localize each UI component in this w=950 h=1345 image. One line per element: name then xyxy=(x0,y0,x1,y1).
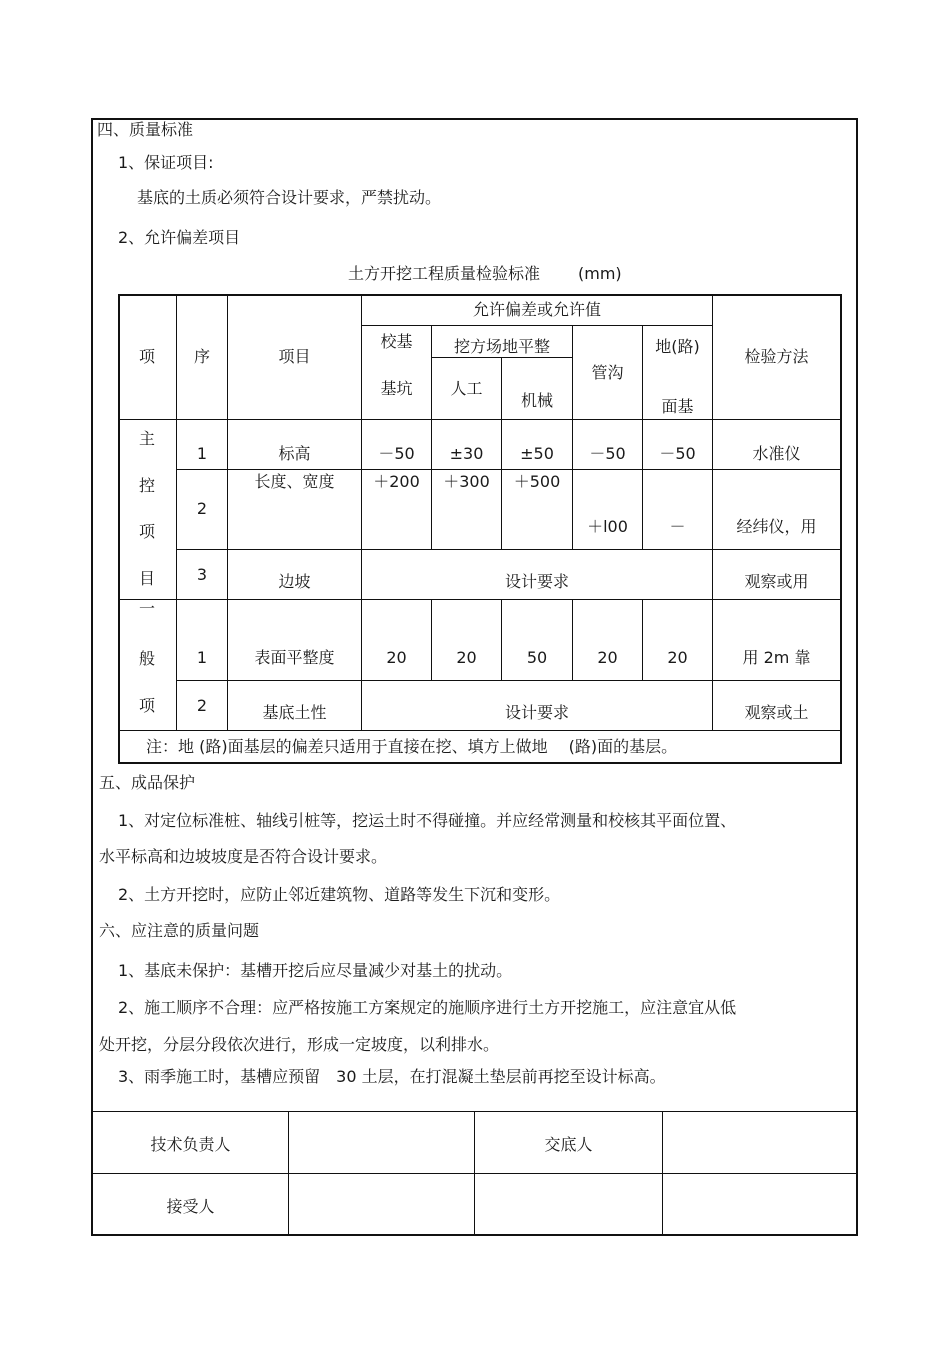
row-method: 观察或用 xyxy=(744,572,809,591)
row-value: ±50 xyxy=(520,444,554,463)
row-no: 2 xyxy=(196,499,208,518)
row-item: 长度、宽度 xyxy=(254,472,335,491)
grid-line xyxy=(642,325,643,549)
header-jikeng: 基坑 xyxy=(380,379,413,398)
header-jixie: 机械 xyxy=(520,391,553,410)
group1-char: 目 xyxy=(138,569,155,588)
row-value: ＋500 xyxy=(513,472,561,491)
grid-line xyxy=(177,549,840,550)
row-item: 表面平整度 xyxy=(254,648,335,667)
grid-line xyxy=(431,325,432,549)
section5-para: 2、土方开挖时，应防止邻近建筑物、道路等发生下沉和变形。 xyxy=(118,885,561,904)
header-rengong: 人工 xyxy=(450,379,483,398)
section5-heading: 五、成品保护 xyxy=(99,773,196,792)
row-item: 边坡 xyxy=(278,572,311,591)
header-item: 项目 xyxy=(278,347,311,366)
table-border-right xyxy=(840,294,842,764)
grid-line xyxy=(572,325,573,549)
section4-item1-text: 基底的土质必须符合设计要求，严禁扰动。 xyxy=(137,188,442,207)
row-method: 观察或土 xyxy=(744,703,809,722)
row-value: 20 xyxy=(667,648,688,667)
group1-char: 控 xyxy=(138,476,155,495)
grid-line xyxy=(118,730,842,731)
row-merged-value: 设计要求 xyxy=(504,703,569,722)
row-value: ＋l00 xyxy=(587,517,628,536)
receiver-signature-field[interactable] xyxy=(289,1174,474,1235)
row-value: －50 xyxy=(378,444,415,463)
header-mianji: 面基 xyxy=(661,397,694,416)
header-xu: 序 xyxy=(193,347,210,366)
grid-line xyxy=(177,680,840,681)
row-method: 用 2m 靠 xyxy=(742,648,811,667)
row-value: 20 xyxy=(597,648,618,667)
row-value: ＋300 xyxy=(443,472,490,491)
section6-para: 3、雨季施工时，基槽应预留 30 土层，在打混凝土垫层前再挖至设计标高。 xyxy=(118,1067,666,1086)
row-value: 20 xyxy=(456,648,477,667)
section4-item1: 1、保证项目: xyxy=(118,153,214,172)
row-item: 基底土性 xyxy=(262,703,327,722)
row-no: 2 xyxy=(196,696,208,715)
row-value: ±30 xyxy=(449,444,484,463)
row-no: 3 xyxy=(196,565,208,584)
tech-lead-label: 技术负责人 xyxy=(150,1135,231,1154)
receiver-extra-field[interactable] xyxy=(663,1174,856,1235)
table-unit: (mm) xyxy=(578,264,622,283)
grid-line xyxy=(642,599,643,680)
section6-para: 1、基底未保护：基槽开挖后应尽量减少对基土的扰动。 xyxy=(118,961,513,980)
section6-para: 2、施工顺序不合理：应严格按施工方案规定的施顺序进行土方开挖施工，应注意宜从低 xyxy=(118,998,737,1017)
header-method: 检验方法 xyxy=(744,347,809,366)
discloser-signature-field[interactable] xyxy=(663,1112,856,1173)
row-no: 1 xyxy=(196,444,208,463)
section6-heading: 六、应注意的质量问题 xyxy=(99,921,260,940)
receiver-label: 接受人 xyxy=(166,1197,215,1216)
group1-char: 项 xyxy=(138,522,155,541)
section4-heading: 四、质量标准 xyxy=(97,120,194,139)
header-allow: 允许偏差或允许值 xyxy=(472,300,601,319)
grid-line xyxy=(361,325,712,326)
row-method: 经纬仪，用 xyxy=(736,517,817,536)
group2-char: 一 xyxy=(138,599,155,618)
group2-char: 项 xyxy=(138,696,155,715)
header-jiaoji: 校基 xyxy=(380,332,413,351)
tech-lead-signature-field[interactable] xyxy=(289,1112,474,1173)
grid-line xyxy=(501,599,502,680)
group2-char: 般 xyxy=(138,649,155,668)
row-value: －50 xyxy=(659,444,696,463)
receiver-extra-field[interactable] xyxy=(475,1174,662,1235)
header-xiang: 项 xyxy=(138,347,155,366)
header-wafang: 挖方场地平整 xyxy=(453,337,550,356)
grid-line xyxy=(572,599,573,680)
grid-line xyxy=(431,599,432,680)
discloser-label: 交底人 xyxy=(544,1135,593,1154)
section5-para: 水平标高和边坡坡度是否符合设计要求。 xyxy=(99,847,388,866)
row-value: －50 xyxy=(589,444,626,463)
row-value: － xyxy=(669,517,686,536)
section4-item2: 2、允许偏差项目 xyxy=(118,228,241,247)
row-item: 标高 xyxy=(278,444,311,463)
table-title: 土方开挖工程质量检验标准 xyxy=(348,264,541,283)
row-value: 50 xyxy=(526,648,548,667)
row-no: 1 xyxy=(196,648,208,667)
row-value: ＋200 xyxy=(373,472,420,491)
row-method: 水准仪 xyxy=(752,444,801,463)
table-border-bottom xyxy=(118,762,842,764)
grid-line xyxy=(177,469,840,470)
row-value: 20 xyxy=(386,648,407,667)
header-guangou: 管沟 xyxy=(591,363,624,382)
table-note: 注：地 (路)面基层的偏差只适用于直接在挖、填方上做地 (路)面的基层。 xyxy=(146,737,678,756)
header-dilu: 地(路) xyxy=(655,337,700,356)
section6-para: 处开挖，分层分段依次进行，形成一定坡度，以利排水。 xyxy=(99,1035,500,1054)
row-merged-value: 设计要求 xyxy=(504,572,569,591)
section5-para: 1、对定位标准桩、轴线引桩等，挖运土时不得碰撞。并应经常测量和校核其平面位置、 xyxy=(118,811,737,830)
group1-char: 主 xyxy=(138,429,155,448)
